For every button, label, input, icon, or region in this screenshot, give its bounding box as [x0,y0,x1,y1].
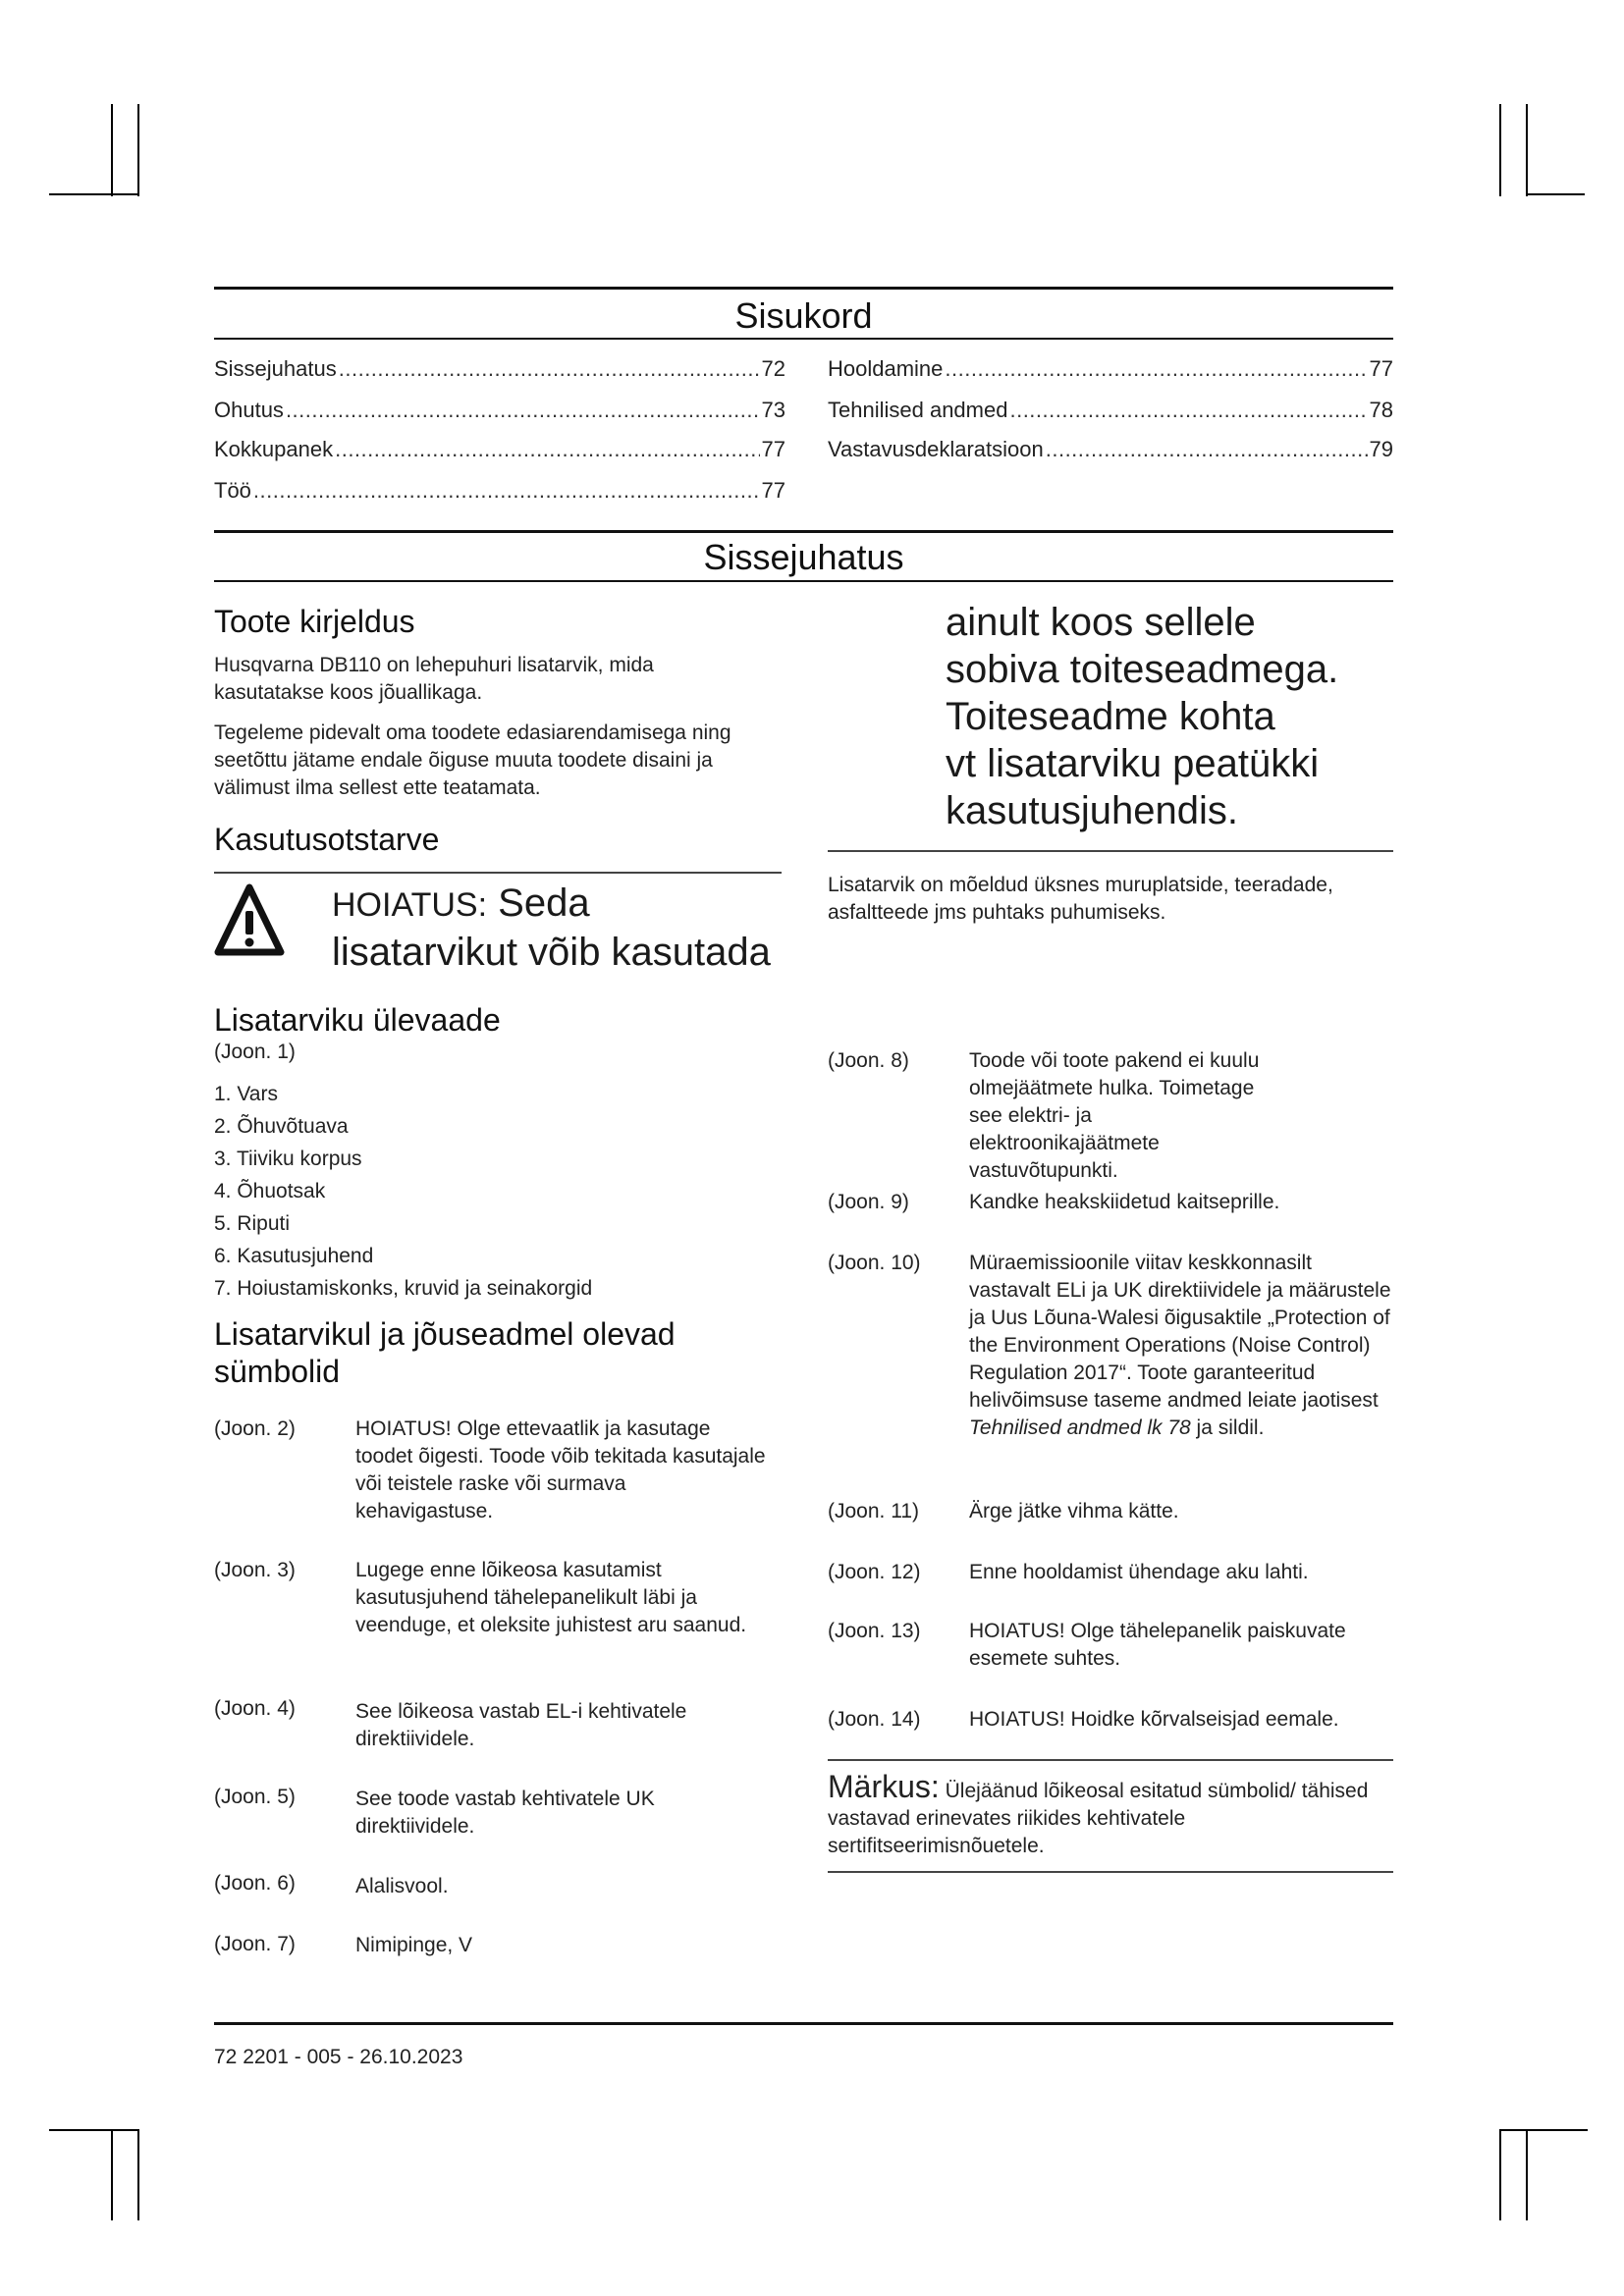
warning-triangle-icon [214,881,285,960]
toc-entry[interactable]: Hooldamine ..... 77 [828,356,1393,382]
warning-continuation: ainult koos sellele sobiva toiteseadmega. Toiteseadme kohta vt lisatarviku peatükki kasutusjuhendis. [946,601,1339,832]
note-top-rule [828,1759,1393,1761]
note-box [828,1769,1393,1860]
toc-entry[interactable]: Töö ..... 77 [214,478,785,504]
overview-heading: Lisatarviku ülevaade [214,1002,501,1038]
section-title-rule [214,580,1393,582]
symbol-text: HOIATUS! Hoidke kõrvalseisjad eemale. [969,1708,1339,1731]
symbol-ref: (Joon. 9) [828,1191,909,1213]
toc-title: Sisukord [734,295,873,336]
symbol-text: Lugege enne lõikeosa kasutamist kasutusjuhend tähelepanelikult läbi ja veenduge, et oleksite juhistest aru saanud. [355,1559,747,1636]
intended-use-text: Lisatarvik on mõeldud üksnes muruplatside, teeradade, asfaltteede jms puhtaks puhumiseks. [828,874,1333,924]
symbol-ref: (Joon. 8) [828,1049,909,1072]
symbol-ref: (Joon. 3) [214,1559,296,1581]
symbol-ref: (Joon. 6) [214,1872,296,1895]
toc-entry[interactable]: Kokkupanek ..... 77 [214,437,785,462]
product-description-text: Husqvarna DB110 on lehepuhuri lisatarvik, mida kasutatakse koos jõuallikaga. [214,654,654,704]
section-top-rule [214,530,1393,533]
list-item: 1. Vars [214,1083,278,1105]
list-item: 6. Kasutusjuhend [214,1245,374,1267]
toc-entry[interactable]: Ohutus ..... 73 [214,398,785,423]
symbol-text: HOIATUS! Olge tähelepanelik paiskuvate esemete suhtes. [969,1620,1346,1670]
symbol-ref: (Joon. 4) [214,1697,296,1720]
symbol-ref: (Joon. 12) [828,1561,921,1583]
overview-figure-ref: (Joon. 1) [214,1041,296,1063]
symbol-ref: (Joon. 5) [214,1786,296,1808]
note-label: Märkus: [828,1769,940,1804]
list-item: 4. Õhuotsak [214,1180,326,1202]
toc-top-rule [214,287,1393,290]
symbol-text: Toode või toote pakend ei kuulu olmejäätmete hulka. Toimetage see elektri- ja elektroonikajäätmete vastuvõtupunkti. [969,1049,1260,1182]
symbol-text: Enne hooldamist ühendage aku lahti. [969,1561,1309,1583]
product-development-text: Tegeleme pidevalt oma toodete edasiarendamisega ning seetõttu jätame endale õiguse muuta toodete disaini ja välimust ilma sellest ette teatamata. [214,721,731,799]
overview-list [214,1078,592,1305]
list-item: 3. Tiiviku korpus [214,1148,362,1170]
footer-rule [214,2022,1393,2025]
symbol-text: Kandke heakskiidetud kaitseprille. [969,1191,1280,1213]
list-item: 5. Riputi [214,1212,291,1235]
symbol-ref: (Joon. 7) [214,1933,296,1955]
warning-bottom-rule [828,850,1393,852]
note-text: Ülejäänud lõikeosal esitatud sümbolid/ tähised vastavad erinevates riikides kehtivatele sertifitseerimisnõuetele. [828,1780,1369,1857]
warning-top-rule [214,872,782,874]
toc-entry[interactable]: Sissejuhatus ..... 72 [214,356,785,382]
list-item: 2. Õhuvõtuava [214,1115,349,1138]
product-description-heading: Toote kirjeldus [214,604,415,639]
symbols-heading: Lisatarvikul ja jõuseadmel olevad sümbolid [214,1316,676,1389]
symbol-text: HOIATUS! Olge ettevaatlik ja kasutage toodet õigesti. Toode võib tekitada kasutajale või teistele raske või surmava kehavigastuse. [355,1417,766,1522]
footer-doc-id: 72 2201 - 005 - 26.10.2023 [214,2046,463,2068]
symbol-ref: (Joon. 13) [828,1620,921,1642]
symbol-ref: (Joon. 14) [828,1708,921,1731]
cross-reference-link[interactable]: Tehnilised andmed lk 78 [969,1416,1191,1439]
symbol-text: Müraemissioonile viitav keskkonnasilt vastavalt ELi ja UK direktiividele ja määrustele ja Uus Lõuna-Walesi õigusaktile „Protection of the Environment Operations (Noise Control) Regulation 2017“. Toote garanteeritud helivõimsuse taseme andmed leiate jaotisest Tehnilised andmed lk 78 ja sildil. [969,1252,1391,1439]
symbol-text: Nimipinge, V [355,1934,473,1956]
list-item: 7. Hoiustamiskonks, kruvid ja seinakorgid [214,1277,593,1300]
symbol-ref: (Joon. 2) [214,1417,296,1440]
note-bottom-rule [828,1871,1393,1873]
symbol-ref: (Joon. 10) [828,1252,921,1274]
symbol-ref: (Joon. 11) [828,1500,919,1522]
symbol-text: Ärge jätke vihma kätte. [969,1500,1179,1522]
section-title: Sissejuhatus [703,537,904,577]
toc-title-rule [214,338,1393,340]
symbol-text: Alalisvool. [355,1875,449,1897]
toc-entry[interactable]: Vastavusdeklaratsioon ..... 79 [828,437,1393,462]
symbol-text: See toode vastab kehtivatele UK direktiividele. [355,1788,655,1838]
intended-use-heading: Kasutusotstarve [214,822,440,857]
symbol-text: See lõikeosa vastab EL-i kehtivatele direktiividele. [355,1700,687,1750]
warning-label: HOIATUS: [332,886,488,924]
warning-box: HOIATUS: Seda lisatarvikut võib kasutada [332,881,771,974]
toc-entry[interactable]: Tehnilised andmed ..... 78 [828,398,1393,423]
